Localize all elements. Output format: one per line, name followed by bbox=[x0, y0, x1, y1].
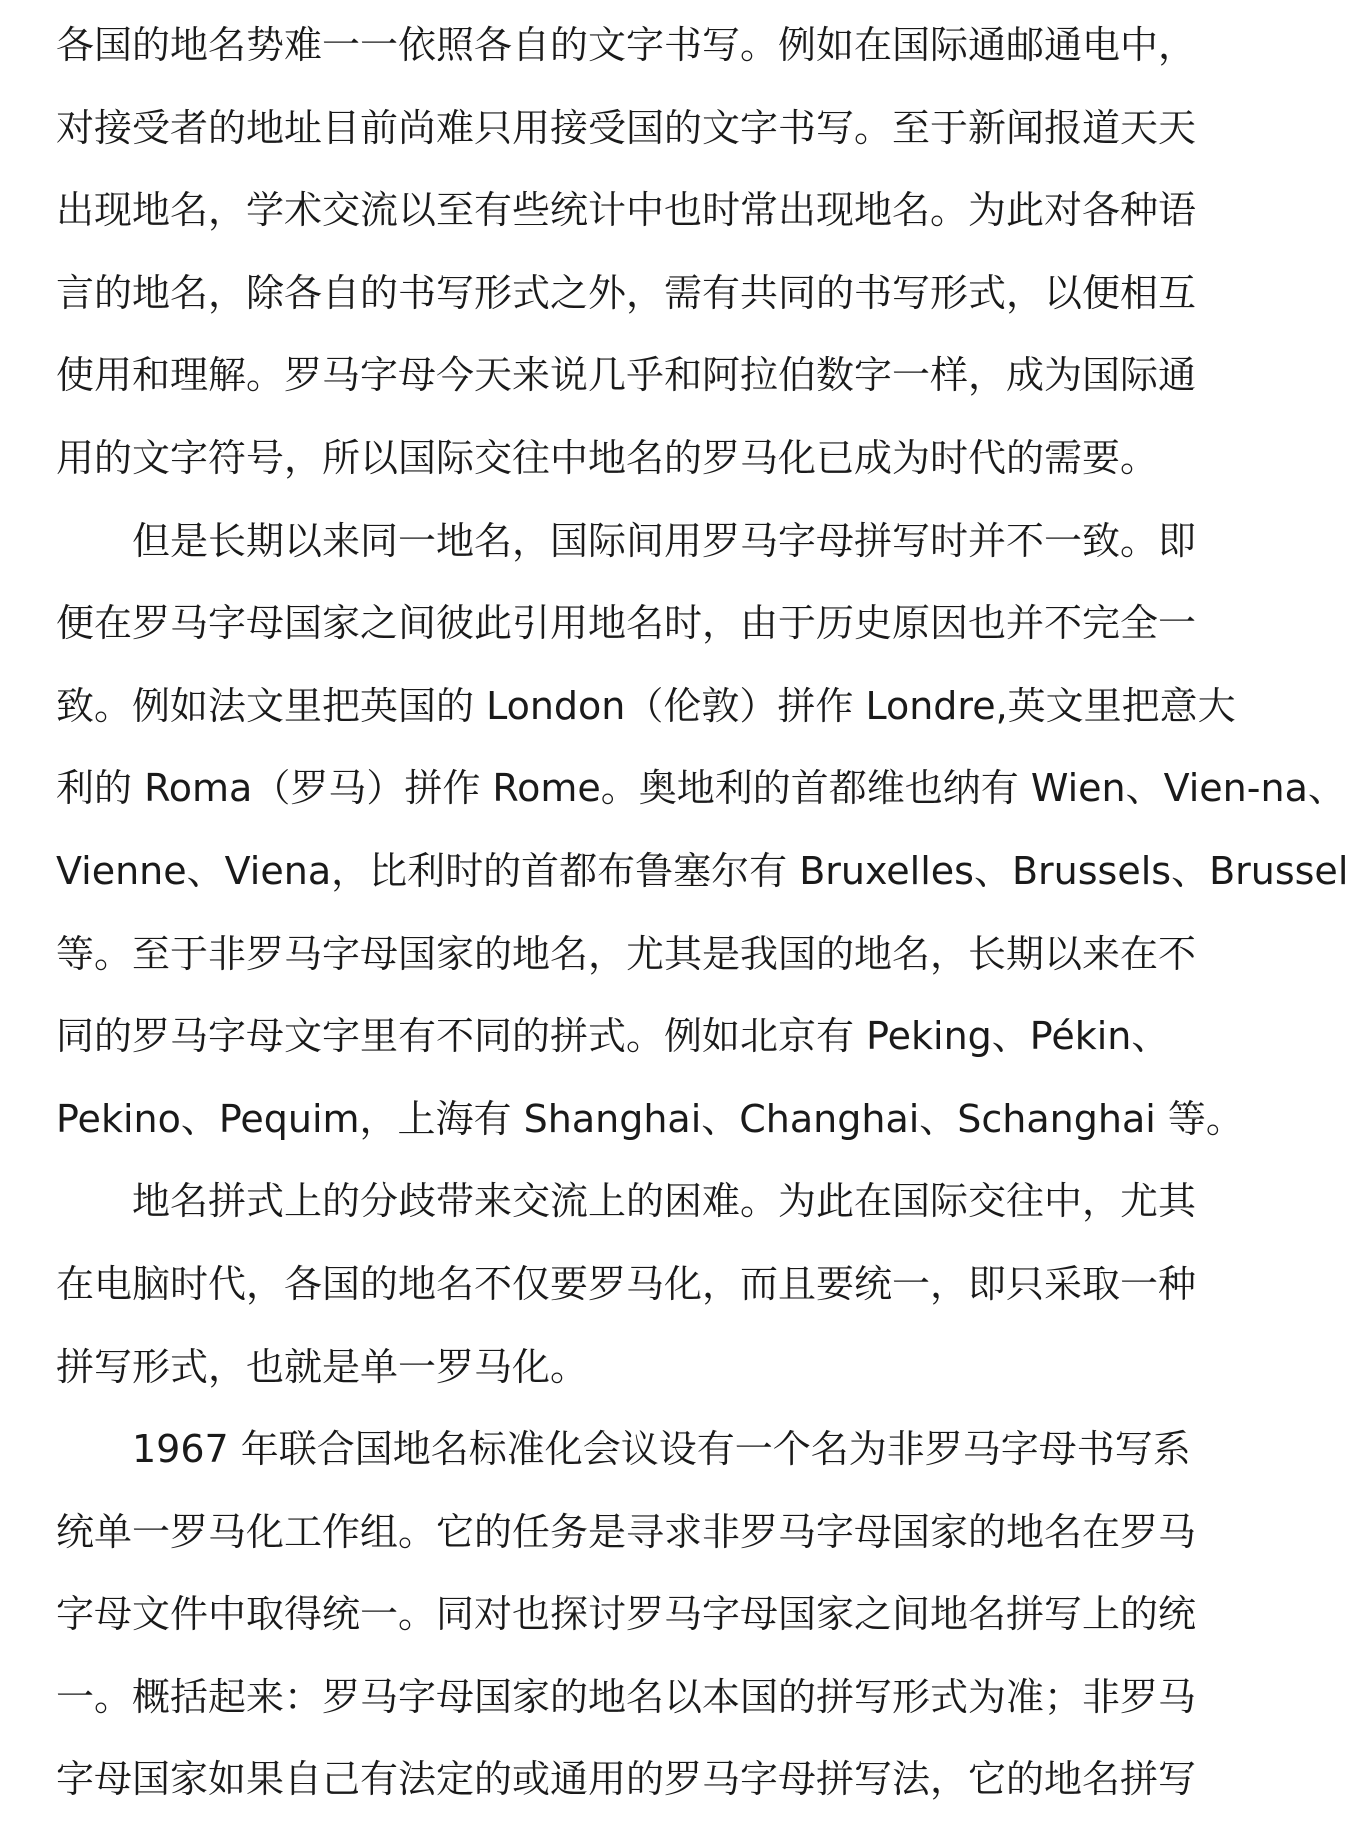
text-line: 对接受者的地址目前尚难只用接受国的文字书写。至于新闻报道天天 bbox=[56, 105, 1197, 150]
text-line: 地名拼式上的分歧带来交流上的困难。为此在国际交往中，尤其 bbox=[132, 1179, 1197, 1224]
text-line: Vienne、Viena，比利时的首都布鲁塞尔有 Bruxelles、Brussels、Brussel bbox=[56, 848, 1348, 893]
paragraph-4 bbox=[56, 1408, 1197, 1821]
text-line: 一。概括起来：罗马字母国家的地名以本国的拼写形式为准；非罗马 bbox=[56, 1674, 1197, 1719]
text-line: 等。至于非罗马字母国家的地名，尤其是我国的地名，长期以来在不 bbox=[56, 931, 1197, 976]
text-line: 出现地名，学术交流以至有些统计中也时常出现地名。为此对各种语 bbox=[56, 188, 1197, 233]
paragraph-1 bbox=[56, 4, 1197, 500]
text-line: 但是长期以来同一地名，国际间用罗马字母拼写时并不一致。即 bbox=[132, 518, 1197, 563]
text-line: 字母国家如果自己有法定的或通用的罗马字母拼写法，它的地名拼写 bbox=[56, 1757, 1197, 1802]
text-line: 致。例如法文里把英国的 London（伦敦）拼作 Londre,英文里把意大 bbox=[56, 683, 1236, 728]
text-line: 利的 Roma（罗马）拼作 Rome。奥地利的首都维也纳有 Wien、Vien-na、 bbox=[56, 766, 1346, 811]
text-line: 统单一罗马化工作组。它的任务是寻求非罗马字母国家的地名在罗马 bbox=[56, 1509, 1197, 1554]
text-line: Pekino、Pequim，上海有 Shanghai、Changhai、Schanghai 等。 bbox=[56, 1096, 1244, 1141]
text-line: 各国的地名势难一一依照各自的文字书写。例如在国际通邮通电中， bbox=[56, 23, 1197, 67]
text-line: 字母文件中取得统一。同对也探讨罗马字母国家之间地名拼写上的统 bbox=[56, 1592, 1197, 1637]
text-line: 同的罗马字母文字里有不同的拼式。例如北京有 Peking、Pékin、 bbox=[56, 1014, 1170, 1059]
text-line: 1967 年联合国地名标准化会议设有一个名为非罗马字母书写系 bbox=[132, 1427, 1191, 1472]
paragraph-2 bbox=[56, 500, 1348, 1161]
text-line: 使用和理解。罗马字母今天来说几乎和阿拉伯数字一样，成为国际通 bbox=[56, 353, 1197, 398]
body-text bbox=[56, 4, 1348, 1821]
text-line: 用的文字符号，所以国际交往中地名的罗马化已成为时代的需要。 bbox=[56, 435, 1159, 480]
text-line: 言的地名，除各自的书写形式之外，需有共同的书写形式，以便相互 bbox=[56, 270, 1197, 315]
text-line: 拼写形式，也就是单一罗马化。 bbox=[56, 1344, 589, 1389]
text-line: 便在罗马字母国家之间彼此引用地名时，由于历史原因也并不完全一 bbox=[56, 601, 1197, 646]
text-line: 在电脑时代，各国的地名不仅要罗马化，而且要统一，即只采取一种 bbox=[56, 1261, 1197, 1306]
paragraph-3 bbox=[56, 1160, 1197, 1408]
